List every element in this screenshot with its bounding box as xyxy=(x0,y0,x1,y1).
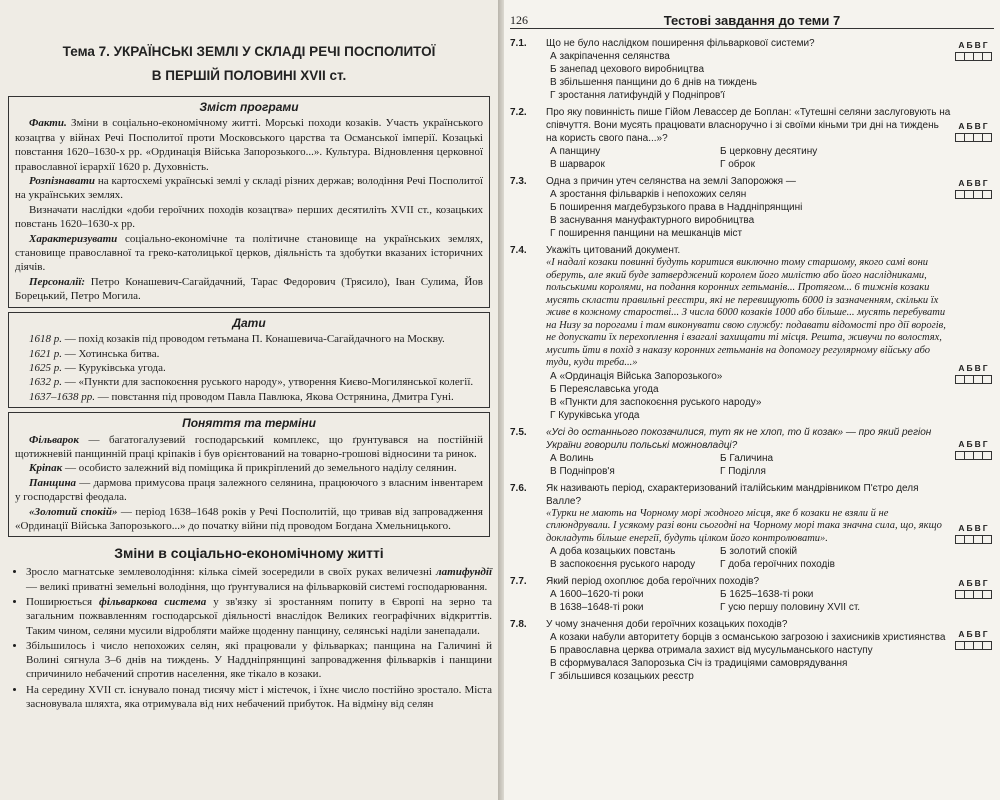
answer-option[interactable]: Б Галичина xyxy=(720,452,774,464)
terms-box xyxy=(8,412,490,537)
answer-option[interactable]: Б 1625–1638-ті роки xyxy=(720,589,814,600)
answer-option[interactable]: В Подніпров'я xyxy=(550,465,615,477)
topic-title-line2: В ПЕРШІЙ ПОЛОВИНІ XVII ст. xyxy=(151,68,347,83)
answer-grid-letters: АБВГ xyxy=(958,578,990,588)
bullet-text: Зросло магнатське землеволодіння: кілька сімей зосередили в своїх руках величезні xyxy=(26,566,437,579)
answer-grid[interactable] xyxy=(956,577,992,599)
program-recognize xyxy=(15,174,483,203)
answer-option[interactable]: Г Куруківська угода xyxy=(550,409,640,421)
question-number: 7.4. xyxy=(510,245,527,256)
topic-title xyxy=(6,40,492,88)
date-text: — похід козаків під проводом гетьмана П. Конашевича-Сагайдачного на Москву. xyxy=(62,333,445,346)
characterize-text: соціально-економічне та політичне становище на українських землях, становище православної та греко-католицької церков, діяльність та здобутки вказаних історичних діячів. xyxy=(15,232,483,274)
answer-option[interactable]: Г оброк xyxy=(720,159,755,170)
date-value: 1637–1638 рр. xyxy=(29,390,95,403)
question-7-7 xyxy=(510,575,1000,614)
question-text: Який період охоплює доба героїчних походів? xyxy=(546,576,760,587)
answer-option[interactable]: А панщину xyxy=(550,146,601,157)
question-text: Укажіть цитований документ. xyxy=(546,245,681,256)
date-text: — Куруківська угода. xyxy=(62,361,166,374)
persons-text: Петро Конашевич-Сагайдачний, Тарас Федорович (Трясило), Іван Сулима, Йов Борецький, Петро Могила. xyxy=(15,275,484,303)
answer-grid-letters: АБВГ xyxy=(958,178,990,188)
term-definition: — дармова примусова праця залежного селянина, працюючого з власним інвентарем у господарстві феодала. xyxy=(15,476,483,504)
dates-box xyxy=(8,312,490,408)
question-number: 7.1. xyxy=(510,38,527,49)
term-item xyxy=(15,433,483,462)
answer-option[interactable]: В заспокоєння руського народу xyxy=(550,559,696,570)
question-7-4 xyxy=(510,244,1000,422)
bullet-list xyxy=(6,565,492,711)
bullet-text: Збільшилось і число непохожих селян, які працювали у фільварках; панщина на Галичині й Волині сягнула 3–6 днів на тиждень. У Наддніпрянщині запровадження фільварків і панщини спричинило небачений спротив населення, яке тікало в козаки. xyxy=(26,639,492,681)
question-7-2 xyxy=(510,106,1000,171)
question-7-3 xyxy=(510,175,1000,240)
answer-option[interactable]: Г Поділля xyxy=(720,465,766,477)
bullet-text: На середину XVII ст. існувало понад тисячу міст і містечок, і їхнє число постійно зростало. Міста засновувала шляхта, яка отримувала від них небачений прибуток. На відміну від селян xyxy=(26,683,492,711)
answer-option[interactable]: А 1600–1620-ті роки xyxy=(550,589,644,600)
bullet-emphasis: латифундії xyxy=(436,566,492,579)
date-text: — «Пункти для заспокоєння руського народу», утворення Києво-Могилянської колегії. xyxy=(62,376,474,389)
bullet-item xyxy=(26,639,492,682)
answer-grid-letters: АБВГ xyxy=(958,363,990,373)
answer-option[interactable]: Г збільшився козацьких реєстр xyxy=(550,671,694,682)
answer-grid[interactable] xyxy=(956,362,992,384)
characterize-label: Характеризувати xyxy=(29,232,118,245)
answer-option[interactable]: Г усю першу половину XVII ст. xyxy=(720,602,861,613)
answer-option[interactable]: А «Ординація Війська Запорозького» xyxy=(550,370,723,382)
question-number: 7.3. xyxy=(510,176,527,187)
terms-heading: Поняття та терміни xyxy=(182,416,316,431)
answer-option[interactable]: В сформувалася Запорозька Січ із традиціями самоврядування xyxy=(550,658,848,669)
dates-heading: Дати xyxy=(232,315,266,330)
answer-option[interactable]: В збільшення панщини до 6 днів на тиждень xyxy=(550,77,757,88)
answer-grid[interactable] xyxy=(956,438,992,460)
question-number: 7.7. xyxy=(510,576,527,587)
program-characterize xyxy=(15,232,483,275)
bullet-item xyxy=(26,683,492,712)
answer-option[interactable]: Г зростання латифундій у Подніпров'ї xyxy=(550,90,725,101)
question-quote: «І надалі козаки повинні будуть коритися виключно тому старшому, якого самі вони оберуть, але який буде затверджений королем його милістю або його наслідниками, польськими королями, на подання коронних гетьманів... Протягом... 6 тижнів козаки мусять скласти правильні реєстри, які не перевищують 6000 із зазначенням, скільки їх живе в кожному старостві... З числа 6000 козаків 1000 або більше... мусять перебувати на Низу за порогами і там виконувати свою службу: подавати відомості про дії ворогів, не допускати їх перехоплення і взагалі захищати ті місця. Решта, живучи по волостях, мусить йти в похід з наказу коронних гетьманів на допомогу регулярному війську або туди, куди треба...» xyxy=(546,257,946,368)
question-7-1 xyxy=(510,37,1000,102)
date-item xyxy=(15,332,483,346)
bullet-text: Поширюється xyxy=(26,595,99,608)
term-word: Кріпак xyxy=(29,462,63,475)
bullet-item xyxy=(26,565,492,594)
question-text: Що не було наслідком поширення фільваркової системи? xyxy=(546,38,815,49)
answer-option[interactable]: Б Переяславська угода xyxy=(550,383,659,395)
question-text: У чому значення доби героїчних козацьких походів? xyxy=(546,619,788,630)
question-text: Одна з причин утеч селянства на землі Запорожжя — xyxy=(546,176,796,187)
facts-label: Факти. xyxy=(29,117,67,130)
page-number: 126 xyxy=(510,13,528,27)
right-page xyxy=(504,0,1000,800)
question-number: 7.8. xyxy=(510,619,527,630)
bullet-text-rest: — великі приватні земельні володіння, що ґрунтувалися на фільварковій системі господарювання. xyxy=(26,580,488,593)
answer-option[interactable]: Б поширення магдебурзького права в Наддніпрянщині xyxy=(550,202,803,213)
answer-option[interactable]: Г поширення панщини на мешканців міст xyxy=(550,228,743,239)
program-heading: Зміст програми xyxy=(199,100,299,114)
question-text: Про яку повинність пише Гійом Левассер де Боплан: «Тутешні селяни заслуговують на співчуття. Вони мусять працювати власноручно і зі своїми кіньми три дні на тиждень на користь свого пана...»? xyxy=(546,107,951,144)
recognize-label: Розпізнавати xyxy=(29,175,96,188)
date-value: 1632 р. xyxy=(29,376,62,389)
answer-grid[interactable] xyxy=(956,39,992,61)
date-value: 1625 р. xyxy=(29,361,62,374)
question-text: «Усі до останнього покозачилися, тут як не хлоп, то й козак» — про який регіон України говорили польські можновладці? xyxy=(546,426,932,451)
question-number: 7.6. xyxy=(510,482,527,494)
answer-option[interactable]: А Волинь xyxy=(550,452,594,464)
answer-option[interactable]: Г доба героїчних походів xyxy=(720,559,835,570)
date-item xyxy=(15,347,483,361)
term-word: «Золотий спокій» xyxy=(29,505,118,518)
answer-option[interactable]: А закріпачення селянства xyxy=(550,51,670,62)
answer-grid[interactable] xyxy=(956,522,992,544)
question-7-8 xyxy=(510,618,1000,683)
date-value: 1618 р. xyxy=(29,333,62,346)
answer-option[interactable]: В «Пункти для заспокоєння руського народу» xyxy=(550,396,762,408)
answer-option[interactable]: А козаки набули авторитету борців з османською загрозою і захисників християнства xyxy=(550,632,946,643)
question-7-5 xyxy=(510,426,1000,478)
term-item xyxy=(15,461,483,475)
question-quote: «Турки не мають на Чорному морі жодного місця, яке б козаки не взяли й не сплюндрували. І усякому разі вони сьогодні на Чорному морі така значна сила, що, якщо докладуть більше енергії, будуть цілком його контролювати». xyxy=(546,507,942,544)
bullet-item xyxy=(26,595,492,638)
bullet-emphasis: фільваркова система xyxy=(98,595,207,608)
answer-option[interactable]: В 1638–1648-ті роки xyxy=(550,602,644,613)
term-definition: — багатогалузевий господарський комплекс, що ґрунтувався на постійній щотижневій панщинній праці кріпаків і був орієнтований на товарно-грошові відносини та ринок. xyxy=(15,433,483,460)
question-7-6 xyxy=(510,482,1000,572)
term-definition: — період 1638–1648 років у Речі Посполитій, що тривав від запровадження «Ординації Війська Запорозького...» до початку війни під проводом Богдана Хмельницького. xyxy=(15,505,483,532)
answer-grid-letters: АБВГ xyxy=(958,121,990,131)
answer-grid-letters: АБВГ xyxy=(958,522,990,533)
answer-grid-letters: АБВГ xyxy=(958,40,990,50)
answer-grid[interactable] xyxy=(956,177,992,199)
answer-option[interactable]: Б православна церква отримала захист від мусульманського наступу xyxy=(550,645,873,656)
bullet-text-rest: у зв'язку зі зростанням попиту в Європі на зерно та загальним пожвавленням господарської діяльності внаслідок Великих географічних відкриттів. Таким чином, селяни мусили відробляти майже щоденну панщину, селянські наділи занепадали. xyxy=(26,595,492,637)
persons-label: Персоналії: xyxy=(29,275,86,288)
question-number: 7.5. xyxy=(510,426,527,438)
answer-option[interactable]: В шарварок xyxy=(550,159,605,170)
date-text: — повстання під проводом Павла Павлюка, Якова Острянина, Дмитра Гуні. xyxy=(95,390,454,403)
date-item xyxy=(15,390,483,404)
answer-grid-letters: АБВГ xyxy=(958,438,990,449)
answer-option[interactable]: В заснування мануфактурного виробництва xyxy=(550,215,755,226)
answer-option[interactable]: Б занепад цехового виробництва xyxy=(550,64,705,75)
answer-grid[interactable] xyxy=(956,628,992,650)
test-title: Тестові завдання до теми 7 xyxy=(663,13,841,28)
program-define: Визначати наслідки «доби героїчних походів козацтва» перших десятиліть XVII ст., козацьких повстань 1620–1630-х рр. xyxy=(15,203,483,231)
answer-option[interactable]: А доба козацьких повстань xyxy=(550,546,676,557)
term-item xyxy=(15,505,483,534)
section-title: Зміни в соціально-економічному житті xyxy=(114,545,384,562)
page-header xyxy=(510,8,994,29)
date-text: — Хотинська битва. xyxy=(62,347,160,360)
term-definition: — особисто залежний від поміщика й прикріплений до земельного наділу селянин. xyxy=(62,462,457,475)
question-number: 7.2. xyxy=(510,107,527,118)
answer-grid-letters: АБВГ xyxy=(958,629,990,639)
date-value: 1621 р. xyxy=(29,347,62,360)
question-text: Як називають період, схарактеризований італійським мандрівником П'єтро деля Валле? xyxy=(546,482,919,507)
program-persons xyxy=(15,275,483,304)
topic-title-line1: Тема 7. УКРАЇНСЬКІ ЗЕМЛІ У СКЛАДІ РЕЧІ ПОСПОЛИТОЇ xyxy=(62,44,436,59)
program-facts xyxy=(15,116,483,174)
program-box xyxy=(8,96,490,308)
date-item xyxy=(15,375,483,389)
facts-text: Зміни в соціально-економічному житті. Морські походи козаків. Участь українського козацтва у війнах Речі Посполитої проти Московського царства та Османської імперії. Козацькі повстання 1620–1630-х рр. «Ординація Війська Запорозького...». Культура. Відновлення церковної православної ієрархії 1620 р. Духовність. xyxy=(15,117,483,173)
term-word: Панщина xyxy=(29,476,77,489)
answer-grid[interactable] xyxy=(956,120,992,142)
term-item xyxy=(15,476,483,505)
recognize-text: на картосхемі українські землі у складі різних держав; володіння Речі Посполитої на українських землях. xyxy=(15,175,484,202)
answer-option[interactable]: Б золотий спокій xyxy=(720,546,798,557)
answer-option[interactable]: А зростання фільварків і непохожих селян xyxy=(550,189,747,200)
answer-option[interactable]: Б церковну десятину xyxy=(720,146,818,157)
date-item xyxy=(15,361,483,375)
term-word: Фільварок xyxy=(29,433,79,446)
